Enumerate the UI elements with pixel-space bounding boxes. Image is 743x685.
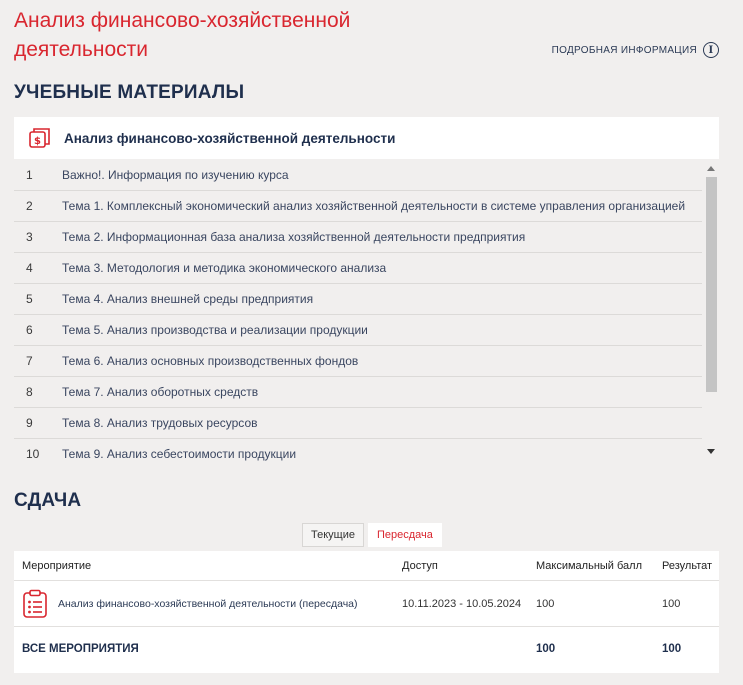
materials-card xyxy=(14,117,719,464)
column-header-max-score: Максимальный балл xyxy=(536,559,642,572)
item-number: 9 xyxy=(26,416,33,430)
column-header-access: Доступ xyxy=(402,559,438,572)
item-label: Важно!. Информация по изучению курса xyxy=(62,168,289,182)
item-label: Тема 4. Анализ внешней среды предприятия xyxy=(62,292,314,306)
list-item[interactable] xyxy=(14,315,702,346)
materials-list xyxy=(14,160,702,464)
item-label: Тема 8. Анализ трудовых ресурсов xyxy=(62,416,258,430)
item-label: Тема 6. Анализ основных производственных фондов xyxy=(62,354,359,368)
details-link-label: ПОДРОБНАЯ ИНФОРМАЦИЯ xyxy=(551,44,697,56)
table-row[interactable] xyxy=(14,581,719,627)
table-total-row xyxy=(14,627,719,671)
checklist-icon xyxy=(22,589,48,619)
details-link[interactable] xyxy=(552,42,719,58)
column-header-result: Результат xyxy=(662,559,713,572)
list-item[interactable] xyxy=(14,160,702,191)
total-max-score: 100 xyxy=(536,643,556,655)
list-item[interactable] xyxy=(14,439,702,464)
item-number: 3 xyxy=(26,230,33,244)
item-number: 6 xyxy=(26,323,33,337)
item-label: Тема 7. Анализ оборотных средств xyxy=(62,385,259,399)
column-header-event: Мероприятие xyxy=(22,559,92,572)
item-label: Тема 3. Методология и методика экономического анализа xyxy=(62,261,387,275)
list-item[interactable] xyxy=(14,191,702,222)
submission-table xyxy=(14,551,719,673)
item-number: 1 xyxy=(26,168,33,182)
item-label: Тема 1. Комплексный экономический анализ хозяйственной деятельности в системе управления организацией xyxy=(62,199,686,213)
table-header xyxy=(14,551,719,581)
tab-current[interactable]: Текущие xyxy=(302,523,364,547)
scroll-up-arrow-icon[interactable] xyxy=(707,166,715,171)
item-label: Тема 5. Анализ производства и реализации продукции xyxy=(62,323,368,337)
list-item[interactable] xyxy=(14,253,702,284)
item-number: 8 xyxy=(26,385,33,399)
list-item[interactable] xyxy=(14,346,702,377)
item-number: 4 xyxy=(26,261,33,275)
item-number: 10 xyxy=(26,447,40,461)
result-cell: 100 xyxy=(662,597,681,610)
item-number: 5 xyxy=(26,292,33,306)
max-score-cell: 100 xyxy=(536,597,555,610)
item-label: Тема 2. Информационная база анализа хозяйственной деятельности предприятия xyxy=(62,230,526,244)
scroll-down-arrow-icon[interactable] xyxy=(707,449,715,454)
total-result: 100 xyxy=(662,643,682,655)
access-cell: 10.11.2023 - 10.05.2024 xyxy=(402,597,522,610)
tab-retake[interactable]: Пересдача xyxy=(368,523,442,547)
info-icon: I xyxy=(703,42,719,58)
materials-card-header[interactable] xyxy=(14,117,719,159)
document-icon xyxy=(28,126,52,150)
submission-heading: СДАЧА xyxy=(14,490,82,511)
item-number: 2 xyxy=(26,199,33,213)
list-item[interactable] xyxy=(14,222,702,253)
item-number: 7 xyxy=(26,354,33,368)
list-item[interactable] xyxy=(14,408,702,439)
item-label: Тема 9. Анализ себестоимости продукции xyxy=(62,447,297,461)
materials-scrollbar[interactable] xyxy=(703,160,719,464)
page-title: Анализ финансово-хозяйственной деятельности xyxy=(14,9,351,61)
scroll-thumb[interactable] xyxy=(706,177,717,392)
submission-tabs xyxy=(302,523,442,547)
materials-heading: УЧЕБНЫЕ МАТЕРИАЛЫ xyxy=(14,82,245,103)
event-cell xyxy=(14,589,402,619)
list-item[interactable] xyxy=(14,284,702,315)
svg-text:$: $ xyxy=(34,136,41,147)
event-link[interactable]: Анализ финансово-хозяйственной деятельности (пересдача) xyxy=(58,597,358,610)
total-label: ВСЕ МЕРОПРИЯТИЯ xyxy=(22,643,139,655)
materials-card-title: Анализ финансово-хозяйственной деятельности xyxy=(64,130,396,146)
list-item[interactable] xyxy=(14,377,702,408)
